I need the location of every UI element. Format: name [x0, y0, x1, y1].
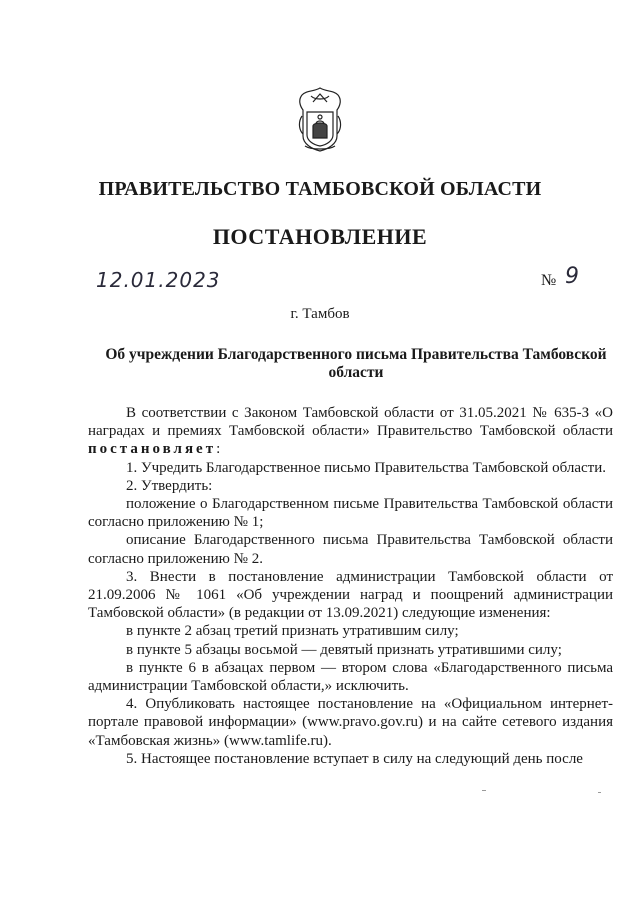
paragraph-3c: в пункте 6 в абзацах первом — втором слова «Благодарственного письма администрации Тамбовской области,» исключить. — [88, 659, 613, 695]
number-label: № — [541, 272, 557, 289]
paragraph-3: 3. Внести в постановление администрации Тамбовской области от 21.09.2006 № 1061 «Об учреждении наград и поощрений администрации Тамбовской области» (в редакции от 13.09.2021) следующие изменения: — [88, 568, 613, 622]
document-body — [88, 404, 613, 768]
paragraph-2a: положение о Благодарственном письме Правительства Тамбовской области согласно приложению № 1; — [88, 496, 613, 531]
intro-text: В соответствии с Законом Тамбовской области от 31.05.2021 № 635-З «О наградах и премиях Тамбовской области» Правительство Тамбовской области — [88, 405, 613, 440]
paragraph-2: 2. Утвердить: — [126, 477, 213, 494]
intro-paragraph — [88, 404, 613, 459]
paragraph-4: 4. Опубликовать настоящее постановление на «Официальном интернет-портале правовой информации» (www.pravo.gov.ru) и на сайте сетевого издания «Тамбовская жизнь» (www.tamlife.ru). — [88, 696, 613, 749]
scan-speck — [482, 790, 486, 791]
paragraph-3a: в пункте 2 абзац третий признать утратившим силу; — [126, 623, 459, 640]
city: г. Тамбов — [290, 306, 350, 322]
paragraph-5: 5. Настоящее постановление вступает в силу на следующий день после — [126, 750, 583, 767]
decree-colon: : — [216, 441, 221, 458]
paragraph-2b: описание Благодарственного письма Правительства Тамбовской области согласно приложению № 2. — [88, 532, 613, 567]
paragraph-1: 1. Учредить Благодарственное письмо Правительства Тамбовской области. — [126, 459, 606, 476]
coat-of-arms-icon — [293, 86, 347, 152]
decree-word: постановляет — [88, 441, 217, 458]
scan-speck — [598, 792, 601, 793]
document-number: 9 — [565, 264, 579, 289]
document-title: Об учреждении Благодарственного письма Правительства Тамбовской области — [105, 346, 607, 381]
document-type: ПОСТАНОВЛЕНИЕ — [212, 224, 428, 249]
document-date: 12.01.2023 — [96, 268, 221, 292]
paragraph-3b: в пункте 5 абзацы восьмой — девятый признать утратившими силу; — [126, 641, 562, 658]
organization-name: ПРАВИТЕЛЬСТВО ТАМБОВСКОЙ ОБЛАСТИ — [98, 178, 542, 200]
